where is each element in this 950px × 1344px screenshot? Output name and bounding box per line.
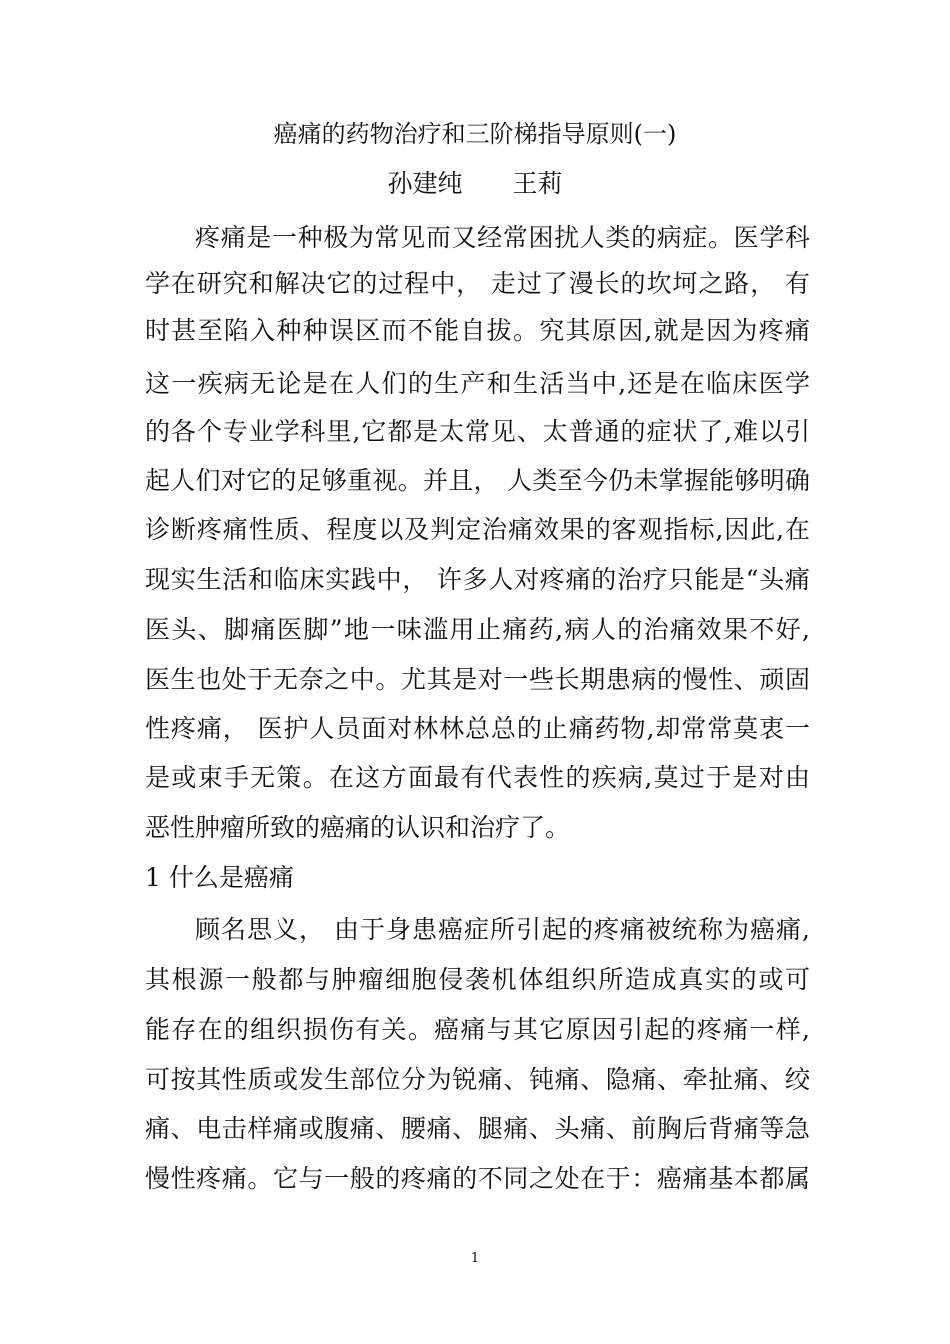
- paragraph-line: 慢性疼痛。它与一般的疼痛的不同之处在于：癌痛基本都属: [145, 1164, 810, 1193]
- paragraph-line: 顾名思义， 由于身患癌症所引起的疼痛被统称为癌痛,: [195, 915, 810, 944]
- paragraph-line: 医生也处于无奈之中。尤其是对一些长期患病的慢性、顽固: [145, 665, 810, 694]
- document-title: 癌痛的药物治疗和三阶梯指导原则(一): [273, 120, 677, 148]
- section-heading: 1 什么是癌痛: [145, 863, 294, 892]
- author-name: 孙建纯: [387, 169, 463, 198]
- paragraph-line: 疼痛是一种极为常见而又经常困扰人类的病症。医学科: [195, 223, 810, 252]
- paragraph-line: 性疼痛， 医护人员面对林林总总的止痛药物,却常常莫衷一: [145, 714, 810, 743]
- paragraph-line: 的各个专业学科里,它都是太常见、太普通的症状了,难以引: [145, 417, 810, 446]
- paragraph-line: 时甚至陷入种种误区而不能自拔。究其原因,就是因为疼痛: [145, 316, 810, 345]
- paragraph-line: 诊断疼痛性质、程度以及判定治痛效果的客观指标,因此,在: [145, 515, 810, 544]
- paragraph-line: 这一疾病无论是在人们的生产和生活当中,还是在临床医学: [145, 369, 810, 398]
- paragraph-line: 恶性肿瘤所致的癌痛的认识和治疗了。: [145, 813, 571, 842]
- paragraph-line: 其根源一般都与肿瘤细胞侵袭机体组织所造成真实的或可: [145, 965, 810, 994]
- paragraph-line: 可按其性质或发生部位分为锐痛、钝痛、隐痛、牵扯痛、绞: [145, 1065, 810, 1094]
- paragraph-line: 起人们对它的足够重视。并且， 人类至今仍未掌握能够明确: [145, 466, 810, 495]
- author-line: [0, 165, 950, 203]
- page-number: 1: [470, 1251, 480, 1266]
- paragraph-line: 痛、电击样痛或腹痛、腰痛、腿痛、头痛、前胸后背痛等急: [145, 1114, 810, 1143]
- author-name: 王莉: [512, 169, 563, 198]
- paragraph-line: 能存在的组织损伤有关。癌痛与其它原因引起的疼痛一样,: [145, 1015, 810, 1044]
- paragraph-line: 现实生活和临床实践中， 许多人对疼痛的治疗只能是“头痛: [145, 565, 810, 594]
- paragraph-line: 医头、脚痛医脚”地一味滥用止痛药,病人的治痛效果不好,: [145, 615, 810, 644]
- paragraph-line: 是或束手无策。在这方面最有代表性的疾病,莫过于是对由: [145, 763, 810, 792]
- paragraph-line: 学在研究和解决它的过程中， 走过了漫长的坎坷之路， 有: [145, 269, 810, 298]
